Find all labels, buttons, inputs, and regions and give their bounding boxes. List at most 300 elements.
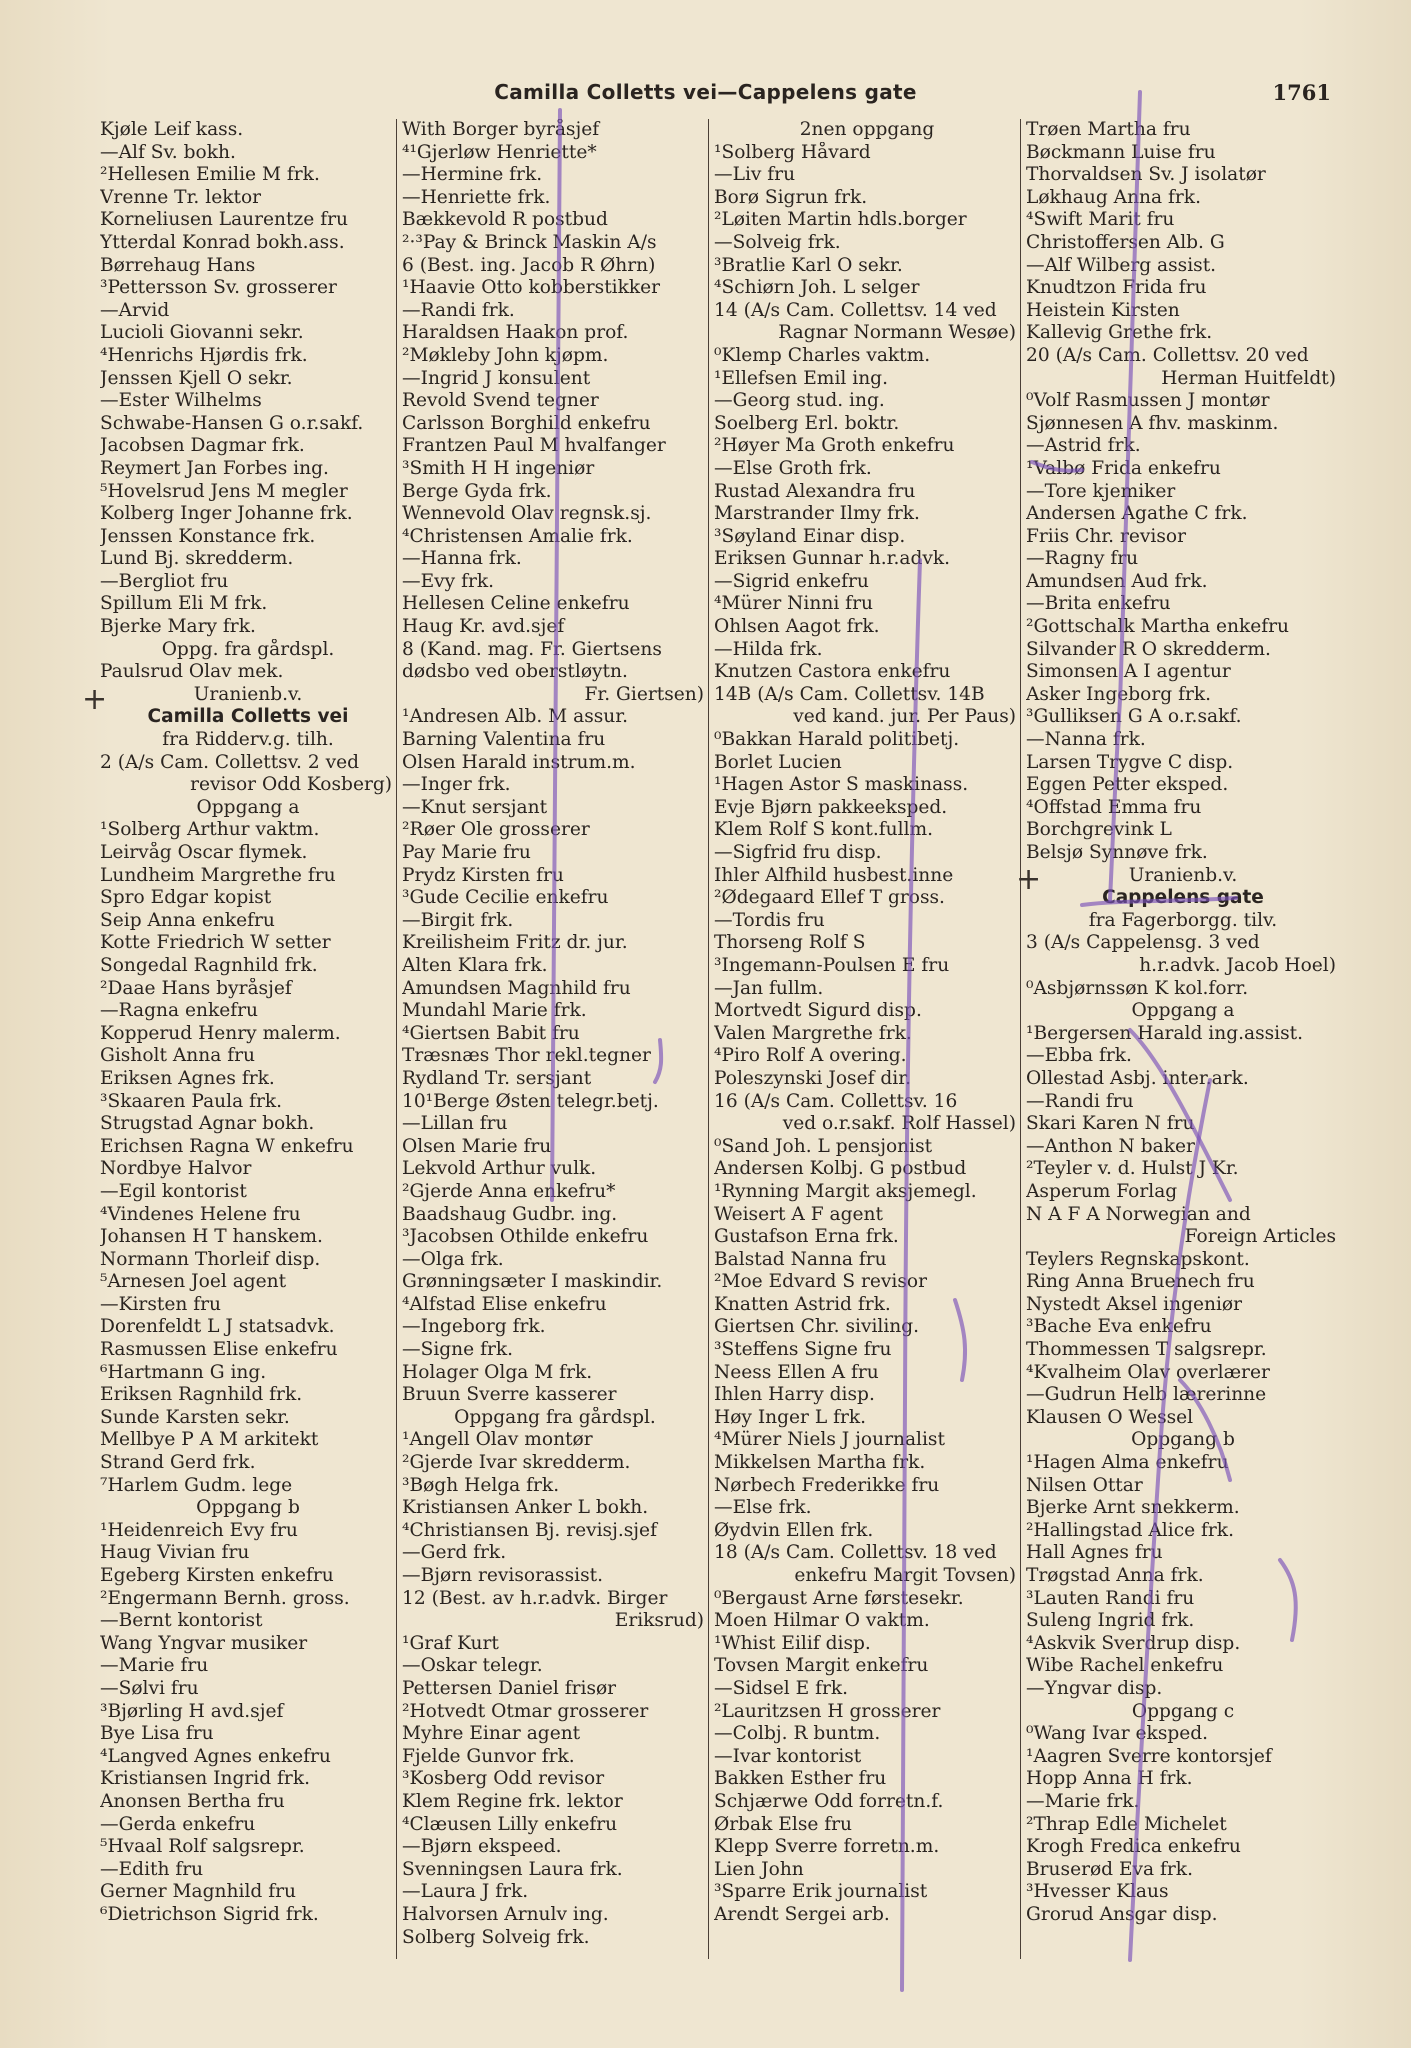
directory-entry: —Henriette frk. — [402, 186, 551, 208]
directory-entry: Simonsen A I agentur — [1026, 661, 1231, 683]
directory-entry: Heistein Kirsten — [1026, 299, 1180, 321]
column-2 — [402, 119, 709, 1959]
directory-entry: —Marie fru — [100, 1655, 209, 1677]
directory-entry: Hellesen Celine enkefru — [402, 593, 630, 615]
directory-entry: ²Thrap Edle Michelet — [1026, 1813, 1227, 1835]
directory-entry: —Birgit frk. — [402, 909, 514, 931]
directory-entry: 18 (A/s Cam. Collettsv. 18 ved — [714, 1542, 997, 1564]
directory-entry: Bøckmann Luise fru — [1026, 141, 1216, 163]
directory-entry: ³Bache Eva enkefru — [1026, 1316, 1212, 1338]
directory-entry: Mikkelsen Martha frk. — [714, 1452, 926, 1474]
directory-entry: Olsen Harald instrum.m. — [402, 751, 636, 773]
directory-entry: ⁴Henrichs Hjørdis frk. — [100, 344, 308, 366]
directory-entry: Jacobsen Dagmar frk. — [100, 435, 305, 457]
directory-entry: Bye Lisa fru — [100, 1723, 214, 1745]
directory-entry: Strand Gerd frk. — [100, 1452, 256, 1474]
directory-entry: —Tordis fru — [714, 909, 825, 931]
directory-entry: Reymert Jan Forbes ing. — [100, 457, 329, 479]
directory-entry: ³Søyland Einar disp. — [714, 525, 906, 547]
directory-entry: Pettersen Daniel frisør — [402, 1677, 617, 1699]
directory-entry: Andersen Agathe C frk. — [1026, 503, 1248, 525]
directory-entry: Gisholt Anna fru — [100, 1045, 255, 1067]
directory-entry: Lund Bj. skredderm. — [100, 548, 294, 570]
directory-entry: —Ebba frk. — [1026, 1045, 1132, 1067]
directory-entry: Oppg. fra gårdspl. — [161, 638, 335, 660]
directory-entry: Thorseng Rolf S — [714, 932, 866, 954]
directory-entry: —Liv fru — [714, 164, 796, 186]
directory-entry: Moen Hilmar O vaktm. — [714, 1610, 930, 1632]
directory-entry: enkefru Margit Tovsen) — [794, 1565, 1016, 1586]
directory-entry: —Randi fru — [1026, 1090, 1134, 1112]
directory-entry: Rustad Alexandra fru — [714, 480, 916, 502]
directory-entry: ¹Heidenreich Evy fru — [100, 1519, 298, 1541]
directory-entry: Svenningsen Laura frk. — [402, 1858, 623, 1880]
directory-entry: ³Gulliksen G A o.r.sakf. — [1026, 706, 1242, 728]
directory-entry: Lundheim Margrethe fru — [100, 864, 336, 886]
directory-entry: Trøgstad Anna frk. — [1026, 1565, 1204, 1586]
directory-entry: ²Møkleby John kjøpm. — [402, 344, 609, 366]
directory-entry: —Arvid — [100, 299, 170, 321]
directory-entry: Haug Vivian fru — [100, 1542, 250, 1564]
directory-entry: Oppgang fra gårdspl. — [454, 1406, 656, 1428]
directory-entry: Spillum Eli M frk. — [100, 593, 268, 615]
directory-entry: ²Ødegaard Ellef T gross. — [714, 887, 945, 909]
directory-entry: N A F A Norwegian and — [1026, 1203, 1251, 1225]
directory-entry: —Gerda enkefru — [100, 1813, 256, 1835]
directory-entry: —Ragny fru — [1026, 548, 1139, 570]
directory-entry: ¹Angell Olav montør — [402, 1429, 593, 1451]
directory-entry: —Nanna frk. — [1026, 729, 1146, 751]
directory-entry: ⁰Bakkan Harald politibetj. — [714, 729, 960, 751]
directory-entry: Suleng Ingrid frk. — [1026, 1610, 1195, 1632]
directory-entry: ⁴Piro Rolf A overing. — [714, 1045, 907, 1067]
column-1 — [100, 119, 397, 1959]
directory-entry: Lucioli Giovanni sekr. — [100, 322, 304, 344]
directory-entry: Berge Gyda frk. — [402, 480, 552, 502]
directory-entry: ²Hellesen Emilie M frk. — [100, 164, 320, 186]
directory-entry: Klausen O Wessel — [1026, 1406, 1194, 1428]
directory-entry: ⁴Christensen Amalie frk. — [402, 525, 633, 547]
directory-entry: Thommessen T salgsrepr. — [1026, 1339, 1267, 1361]
directory-entry: ¹Bergersen Harald ing.assist. — [1026, 1022, 1304, 1044]
directory-entry: —Georg stud. ing. — [714, 390, 885, 412]
margin-cross-mark: + — [1016, 862, 1042, 897]
directory-entry: Poleszynski Josef dir. — [714, 1067, 911, 1089]
directory-entry: h.r.advk. Jacob Hoel) — [1139, 954, 1336, 976]
directory-entry: Kotte Friedrich W setter — [100, 932, 331, 954]
directory-entry: ³Steffens Signe fru — [714, 1339, 892, 1361]
directory-entry: Knatten Astrid frk. — [714, 1293, 891, 1315]
directory-entry: Hopp Anna H frk. — [1026, 1768, 1193, 1790]
directory-entry: ⁵Hovelsrud Jens M megler — [100, 480, 348, 502]
directory-entry: ¹Hagen Alma enkefru — [1026, 1452, 1229, 1474]
directory-entry: —Ester Wilhelms — [100, 390, 262, 412]
directory-entry: ¹Graf Kurt — [402, 1632, 499, 1654]
directory-entry: Jenssen Konstance frk. — [100, 525, 316, 547]
directory-entry: ²Røer Ole grosserer — [402, 819, 590, 841]
directory-entry: ¹Haavie Otto kobberstikker — [402, 277, 661, 299]
directory-entry: Kreilisheim Fritz dr. jur. — [402, 932, 628, 954]
directory-entry: ⁴Christiansen Bj. revisj.sjef — [402, 1519, 657, 1541]
directory-entry: —Edith fru — [100, 1858, 204, 1880]
directory-entry: Solberg Solveig frk. — [402, 1926, 590, 1948]
directory-entry: ³Pettersson Sv. grosserer — [100, 277, 337, 299]
directory-entry: Strugstad Agnar bokh. — [100, 1113, 315, 1135]
directory-entry: Borø Sigrun frk. — [714, 186, 868, 208]
directory-entry: ²Hotvedt Otmar grosserer — [402, 1700, 649, 1722]
directory-entry: Trøen Martha fru — [1026, 119, 1191, 140]
directory-entry: Seip Anna enkefru — [100, 909, 275, 931]
directory-entry: Høy Inger L frk. — [714, 1406, 867, 1428]
directory-entry: Wibe Rachel enkefru — [1026, 1655, 1224, 1677]
directory-entry: Revold Svend tegner — [402, 390, 599, 412]
directory-entry: —Randi frk. — [402, 299, 515, 321]
directory-entry: Rydland Tr. sersjant — [402, 1067, 592, 1089]
directory-entry: Borchgrevink L — [1026, 819, 1172, 841]
directory-entry: —Oskar telegr. — [402, 1655, 543, 1677]
directory-entry: ²Engermann Bernh. gross. — [100, 1587, 350, 1609]
directory-entry: Arendt Sergei arb. — [714, 1903, 890, 1925]
directory-entry: —Alf Sv. bokh. — [100, 141, 236, 163]
directory-entry: Egeberg Kirsten enkefru — [100, 1565, 334, 1586]
directory-entry: ¹Solberg Arthur vaktm. — [100, 819, 320, 841]
directory-entry: Holager Olga M frk. — [402, 1361, 593, 1383]
directory-entry: Ytterdal Konrad bokh.ass. — [100, 231, 345, 253]
directory-entry: —Bernt kontorist — [100, 1610, 263, 1632]
directory-entry: 16 (A/s Cam. Collettsv. 16 — [714, 1090, 958, 1112]
directory-entry: ²Gjerde Anna enkefru* — [402, 1180, 616, 1202]
directory-entry: Eggen Petter eksped. — [1026, 774, 1229, 796]
directory-entry: ved o.r.sakf. Rolf Hassel) — [782, 1113, 1016, 1135]
directory-entry: dødsbo ved oberstløytn. — [402, 661, 628, 683]
street-heading: Cappelens gate — [1102, 887, 1264, 909]
directory-entry: ⁴Schiørn Joh. L selger — [714, 277, 920, 299]
directory-entry: —Ragna enkefru — [100, 1000, 258, 1022]
directory-entry: ²Teyler v. d. Hulst J Kr. — [1026, 1158, 1239, 1180]
directory-entry: —Ingeborg frk. — [402, 1316, 546, 1338]
directory-entry: Frantzen Paul M hvalfanger — [402, 435, 666, 457]
directory-entry: —Gudrun Helb lærerinne — [1026, 1384, 1267, 1406]
directory-entry: Borlet Lucien — [714, 751, 842, 773]
directory-entry: —Solveig frk. — [714, 231, 841, 253]
directory-entry: Teylers Regnskapskont. — [1026, 1248, 1250, 1270]
directory-entry: Giertsen Chr. siviling. — [714, 1316, 920, 1338]
directory-entry: ⁴Giertsen Babit fru — [402, 1022, 580, 1044]
directory-entry: ¹Andresen Alb. M assur. — [402, 706, 629, 728]
directory-entry: —Hilda frk. — [714, 638, 823, 660]
directory-entry: Haug Kr. avd.sjef — [402, 616, 565, 638]
directory-entry: —Sølvi fru — [100, 1677, 199, 1699]
directory-entry: Larsen Trygve C disp. — [1026, 751, 1234, 773]
directory-entry: ³Gude Cecilie enkefru — [402, 887, 609, 909]
directory-entry: revisor Odd Kosberg) — [190, 774, 392, 796]
directory-entry: Eriksen Ragnhild frk. — [100, 1384, 303, 1406]
directory-entry: ⁴Kvalheim Olav overlærer — [1026, 1361, 1270, 1383]
directory-entry: Kopperud Henry malerm. — [100, 1022, 341, 1044]
directory-entry: —Bjørn revisorassist. — [402, 1565, 603, 1586]
directory-entry: 3 (A/s Cappelensg. 3 ved — [1026, 932, 1260, 954]
directory-entry: Knudtzon Frida fru — [1026, 277, 1207, 299]
directory-entry: ³Kosberg Odd revisor — [402, 1768, 605, 1790]
directory-entry: fra Ridderv.g. tilh. — [162, 729, 334, 751]
directory-entry: ¹Solberg Håvard — [714, 141, 871, 163]
directory-entry: Christoffersen Alb. G — [1026, 231, 1225, 253]
directory-entry: Bækkevold R postbud — [402, 209, 608, 231]
directory-entry: —Ivar kontorist — [714, 1745, 862, 1767]
directory-entry: Oppgang a — [196, 796, 300, 818]
directory-entry: Kristiansen Anker L bokh. — [402, 1497, 649, 1519]
directory-entry: ³Hvesser Klaus — [1026, 1881, 1169, 1903]
directory-entry: Hall Agnes fru — [1026, 1542, 1163, 1564]
directory-entry: Krogh Fredica enkefru — [1026, 1836, 1241, 1858]
directory-entry: Olsen Marie fru — [402, 1135, 552, 1157]
directory-entry: Eriksen Agnes frk. — [100, 1067, 275, 1089]
directory-entry: Sunde Karsten sekr. — [100, 1406, 290, 1428]
directory-entry: —Laura J frk. — [402, 1881, 529, 1903]
directory-entry: Myhre Einar agent — [402, 1723, 581, 1745]
directory-entry: Skari Karen N fru — [1026, 1113, 1195, 1135]
directory-entry: ⁴Alfstad Elise enkefru — [402, 1293, 607, 1315]
directory-entry: Løkhaug Anna frk. — [1026, 186, 1201, 208]
directory-entry: —Else Groth frk. — [714, 457, 872, 479]
directory-entry: Alten Klara frk. — [402, 954, 548, 976]
directory-entry: Ragnar Normann Wesøe) — [778, 322, 1016, 344]
directory-entry: —Marie frk. — [1026, 1790, 1140, 1812]
directory-entry: Oppgang c — [1131, 1700, 1235, 1722]
directory-entry: Ollestad Asbj. inter.ark. — [1026, 1067, 1249, 1089]
directory-entry: Friis Chr. revisor — [1026, 525, 1186, 547]
directory-entry: ¹Ellefsen Emil ing. — [714, 367, 888, 389]
directory-entry: 14B (A/s Cam. Collettsv. 14B — [714, 683, 985, 705]
directory-entry: Herman Huitfeldt) — [1161, 367, 1336, 389]
directory-entry: Vrenne Tr. lektor — [100, 186, 262, 208]
directory-entry: ⁰Sand Joh. L pensjonist — [714, 1135, 933, 1157]
directory-entry: Songedal Ragnhild frk. — [100, 954, 318, 976]
directory-entry: Silvander R O skredderm. — [1026, 638, 1271, 660]
directory-entry: Marstrander Ilmy frk. — [714, 503, 920, 525]
directory-entry: ³Jacobsen Othilde enkefru — [402, 1226, 649, 1248]
directory-entry: ⁴Mürer Niels J journalist — [714, 1429, 945, 1451]
directory-entry: ⁷Harlem Gudm. lege — [100, 1474, 293, 1496]
directory-entry: Korneliusen Laurentze fru — [100, 209, 348, 231]
directory-entry: ³Bjørling H avd.sjef — [100, 1700, 284, 1722]
directory-entry: ⁴¹Gjerløw Henriette* — [402, 141, 597, 163]
directory-entry: Wang Yngvar musiker — [100, 1632, 308, 1654]
directory-entry: ⁰Wang Ivar eksped. — [1026, 1723, 1209, 1745]
directory-entry: Nilsen Ottar — [1026, 1474, 1143, 1496]
directory-entry: ³Ingemann-Poulsen E fru — [714, 954, 950, 976]
directory-entry: ⁰Bergaust Arne førstesekr. — [714, 1587, 964, 1609]
directory-entry: Klepp Sverre forretn.m. — [714, 1836, 940, 1858]
directory-entry: —Alf Wilberg assist. — [1026, 254, 1217, 276]
column-3 — [714, 119, 1021, 1959]
directory-entry: Asker Ingeborg frk. — [1026, 683, 1212, 705]
directory-entry: Oppgang a — [1131, 1000, 1235, 1022]
directory-entry: Bruserød Eva frk. — [1026, 1858, 1193, 1880]
directory-entry: Klem Rolf S kont.fullm. — [714, 819, 934, 841]
directory-entry: Mundahl Marie frk. — [402, 1000, 587, 1022]
directory-entry: Oppgang b — [196, 1497, 300, 1519]
directory-entry: —Bergliot fru — [100, 570, 229, 592]
directory-entry: Lekvold Arthur vulk. — [402, 1158, 597, 1180]
directory-entry: ¹Hagen Astor S maskinass. — [714, 774, 969, 796]
directory-entry: 8 (Kand. mag. Fr. Giertsens — [402, 638, 662, 660]
directory-entry: —Sidsel E frk. — [714, 1677, 849, 1699]
directory-entry: ⁵Hvaal Rolf salgsrepr. — [100, 1836, 305, 1858]
directory-entry: Jenssen Kjell O sekr. — [100, 367, 293, 389]
directory-entry: ²Høyer Ma Groth enkefru — [714, 435, 955, 457]
directory-entry: ²·³Pay & Brinck Maskin A/s — [402, 231, 657, 253]
directory-entry: —Brita enkefru — [1026, 593, 1171, 615]
directory-entry: —Olga frk. — [402, 1248, 504, 1270]
directory-entry: ¹Rynning Margit aksjemegl. — [714, 1180, 977, 1202]
directory-entry: ⁴Vindenes Helene fru — [100, 1203, 301, 1225]
directory-entry: Kallevig Grethe frk. — [1026, 322, 1213, 344]
directory-entry: 2nen oppgang — [799, 119, 935, 140]
margin-cross-mark: + — [82, 682, 108, 717]
directory-entry: —Yngvar disp. — [1026, 1677, 1163, 1699]
directory-entry: Træsnæs Thor rekl.tegner — [402, 1045, 651, 1067]
directory-entry: ²Hallingstad Alice frk. — [1026, 1519, 1234, 1541]
directory-entry: ¹Aagren Sverre kontorsjef — [1026, 1745, 1272, 1767]
directory-entry: Kristiansen Ingrid frk. — [100, 1768, 310, 1790]
directory-entry: ²Gjerde Ivar skredderm. — [402, 1452, 631, 1474]
directory-entry: Oppgang b — [1131, 1429, 1235, 1451]
directory-columns — [100, 119, 1340, 1959]
directory-entry: ⁰Volf Rasmussen J montør — [1026, 390, 1270, 412]
directory-entry: ³Bøgh Helga frk. — [402, 1474, 560, 1496]
directory-entry: ²Moe Edvard S revisor — [714, 1271, 927, 1293]
directory-entry: 2 (A/s Cam. Collettsv. 2 ved — [100, 751, 359, 773]
directory-entry: —Sigrid enkefru — [714, 570, 869, 592]
directory-entry: Bjerke Arnt snekkerm. — [1026, 1497, 1240, 1519]
directory-entry: With Borger byråsjef — [402, 119, 600, 140]
directory-entry: Evje Bjørn pakkeeksped. — [714, 796, 948, 818]
directory-entry: Ohlsen Aagot frk. — [714, 616, 880, 638]
directory-entry: ⁴Langved Agnes enkefru — [100, 1745, 331, 1767]
directory-entry: Eriksen Gunnar h.r.advk. — [714, 548, 951, 570]
directory-entry: ³Skaaren Paula frk. — [100, 1090, 283, 1112]
directory-entry: ⁴Clæusen Lilly enkefru — [402, 1813, 618, 1835]
directory-entry: Fr. Giertsen) — [584, 683, 704, 705]
directory-entry: Pay Marie fru — [402, 842, 531, 863]
directory-entry: Mellbye P A M arkitekt — [100, 1429, 319, 1451]
directory-entry: Leirvåg Oscar flymek. — [100, 842, 308, 863]
directory-entry: ²Gottschalk Martha enkefru — [1026, 616, 1290, 638]
directory-entry: Haraldsen Haakon prof. — [402, 322, 629, 344]
directory-entry: Schjærwe Odd forretn.f. — [714, 1790, 944, 1812]
directory-entry: Bjerke Mary frk. — [100, 616, 256, 638]
directory-entry: 6 (Best. ing. Jacob R Øhrn) — [402, 254, 656, 276]
directory-entry: ⁴Swift Marit fru — [1026, 209, 1175, 231]
directory-entry: Baadshaug Gudbr. ing. — [402, 1203, 618, 1225]
directory-entry: —Gerd frk. — [402, 1542, 507, 1564]
directory-entry: Mortvedt Sigurd disp. — [714, 1000, 922, 1022]
directory-entry: Grorud Ansgar disp. — [1026, 1903, 1218, 1925]
directory-entry: Barning Valentina fru — [402, 729, 606, 751]
directory-entry: ⁶Dietrichson Sigrid frk. — [100, 1903, 319, 1925]
directory-entry: 12 (Best. av h.r.advk. Birger — [402, 1587, 668, 1609]
directory-entry: Ørbak Else fru — [714, 1813, 853, 1835]
directory-entry: —Sigfrid fru disp. — [714, 842, 882, 863]
directory-entry: —Inger frk. — [402, 774, 511, 796]
directory-entry: ²Løiten Martin hdls.borger — [714, 209, 967, 231]
directory-entry: ⁶Hartmann G ing. — [100, 1361, 267, 1383]
directory-entry: Sjønnesen A fhv. maskinm. — [1026, 412, 1279, 434]
directory-entry: Johansen H T hanskem. — [100, 1226, 323, 1248]
directory-entry: —Evy frk. — [402, 570, 495, 592]
directory-entry: Eriksrud) — [614, 1610, 704, 1632]
directory-entry: Ring Anna Bruenech fru — [1026, 1271, 1255, 1293]
directory-entry: Erichsen Ragna W enkefru — [100, 1135, 354, 1157]
directory-entry: Andersen Kolbj. G postbud — [714, 1158, 967, 1180]
column-4 — [1026, 119, 1340, 1959]
directory-entry: Nordbye Halvor — [100, 1158, 252, 1180]
directory-entry: ⁰Asbjørnssøn K kol.forr. — [1026, 977, 1249, 999]
directory-entry: ved kand. jur. Per Paus) — [793, 706, 1016, 728]
directory-entry: Foreign Articles — [1184, 1226, 1336, 1248]
directory-entry: Valen Margrethe frk. — [714, 1022, 912, 1044]
directory-entry: —Bjørn ekspeed. — [402, 1836, 562, 1858]
directory-entry: Tovsen Margit enkefru — [714, 1655, 929, 1677]
directory-entry: ⁴Mürer Ninni fru — [714, 593, 873, 615]
directory-entry: ⁵Arnesen Joel agent — [100, 1271, 287, 1293]
directory-entry: Lien John — [714, 1858, 804, 1880]
page-title: Camilla Colletts vei—Cappelens gate — [494, 80, 917, 104]
directory-entry: Bakken Esther fru — [714, 1768, 887, 1790]
directory-entry: ⁴Askvik Sverdrup disp. — [1026, 1632, 1241, 1654]
directory-entry: Spro Edgar kopist — [100, 887, 272, 909]
directory-entry: ³Sparre Erik journalist — [714, 1881, 928, 1903]
directory-entry: —Lillan fru — [402, 1113, 508, 1135]
directory-entry: Weisert A F agent — [714, 1203, 883, 1225]
page-number: 1761 — [1272, 80, 1331, 105]
directory-entry: —Tore kjemiker — [1026, 480, 1176, 502]
directory-entry: Anonsen Bertha fru — [100, 1790, 285, 1812]
directory-entry: ³Lauten Randi fru — [1026, 1587, 1195, 1609]
directory-entry: 14 (A/s Cam. Collettsv. 14 ved — [714, 299, 997, 321]
directory-entry: 10¹Berge Østen telegr.betj. — [402, 1090, 659, 1112]
directory-entry: Normann Thorleif disp. — [100, 1248, 321, 1270]
directory-entry: Gustafson Erna frk. — [714, 1226, 899, 1248]
directory-entry: Amundsen Aud frk. — [1026, 570, 1208, 592]
directory-entry: 20 (A/s Cam. Collettsv. 20 ved — [1026, 344, 1309, 366]
directory-entry: Neess Ellen A fru — [714, 1361, 879, 1383]
directory-entry: —Ingrid J konsulent — [402, 367, 591, 389]
directory-entry: Fjelde Gunvor frk. — [402, 1745, 575, 1767]
street-heading: Camilla Colletts vei — [147, 706, 349, 728]
directory-entry: —Astrid frk. — [1026, 435, 1141, 457]
directory-entry: Amundsen Magnhild fru — [402, 977, 631, 999]
directory-entry: Ihler Alfhild husbest.inne — [714, 864, 954, 886]
directory-entry: Belsjø Synnøve frk. — [1026, 842, 1208, 863]
directory-entry: ¹Whist Eilif disp. — [714, 1632, 871, 1654]
directory-entry: Halvorsen Arnulv ing. — [402, 1903, 609, 1925]
directory-entry: —Hanna frk. — [402, 548, 522, 570]
directory-entry: Gerner Magnhild fru — [100, 1881, 296, 1903]
directory-entry: Prydz Kirsten fru — [402, 864, 564, 886]
directory-entry: Bruun Sverre kasserer — [402, 1384, 617, 1406]
directory-entry: —Jan fullm. — [714, 977, 824, 999]
directory-entry: ⁴Offstad Emma fru — [1026, 796, 1202, 818]
directory-entry: —Egil kontorist — [100, 1180, 247, 1202]
directory-entry: —Hermine frk. — [402, 164, 543, 186]
directory-entry: Schwabe-Hansen G o.r.sakf. — [100, 412, 364, 434]
directory-entry: Balstad Nanna fru — [714, 1248, 887, 1270]
directory-entry: Paulsrud Olav mek. — [100, 661, 284, 683]
directory-entry: ¹Valbø Frida enkefru — [1026, 457, 1221, 479]
directory-entry: Klem Regine frk. lektor — [402, 1790, 623, 1812]
